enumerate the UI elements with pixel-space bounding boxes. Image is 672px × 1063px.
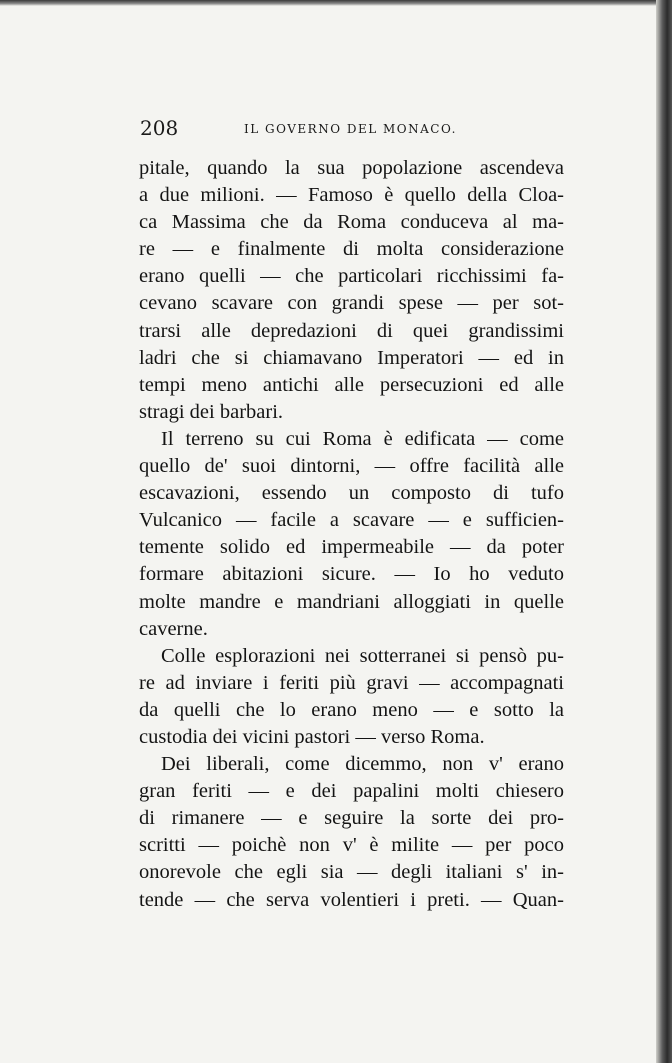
text-line: da quelli che lo erano meno — e sotto la	[139, 698, 564, 721]
text-line: a due milioni. — Famoso è quello della Cloa-	[139, 184, 564, 207]
page-number: 208	[140, 116, 179, 140]
running-title: IL GOVERNO DEL MONACO.	[244, 122, 457, 136]
text-line: escavazioni, essendo un composto di tufo	[139, 482, 564, 505]
text-line: re ad inviare i feriti più gravi — accompagnati	[139, 671, 564, 694]
text-line: ca Massima che da Roma conduceva al ma-	[139, 211, 564, 234]
page-top-edge	[0, 0, 672, 6]
text-line: Colle esplorazioni nei sotterranei si pensò pu-	[161, 644, 564, 667]
text-line: Il terreno su cui Roma è edificata — come	[161, 427, 564, 450]
text-line: re — e finalmente di molta considerazione	[139, 238, 564, 261]
text-line: trarsi alle depredazioni di quei grandissimi	[139, 319, 564, 342]
text-line: molte mandre e mandriani alloggiati in quelle	[139, 590, 564, 613]
text-line: onorevole che egli sia — degli italiani s' in-	[139, 861, 564, 884]
text-line: erano quelli — che particolari ricchissimi fa-	[139, 265, 564, 288]
text-line: Dei liberali, come dicemmo, non v' erano	[161, 753, 564, 776]
text-line: gran feriti — e dei papalini molti chiesero	[139, 780, 564, 803]
text-line: di rimanere — e seguire la sorte dei pro-	[139, 807, 564, 830]
page-binding-edge	[656, 0, 672, 1063]
text-line: custodia dei vicini pastori — verso Roma.	[139, 725, 485, 748]
text-line: pitale, quando la sua popolazione ascendeva	[139, 157, 564, 179]
text-line: cevano scavare con grandi spese — per sot-	[139, 292, 564, 315]
text-line: temente solido ed impermeabile — da poter	[139, 536, 564, 559]
text-line: tende — che serva volentieri i preti. — Quan-	[139, 888, 564, 911]
text-line: quello de' suoi dintorni, — offre facilità alle	[139, 455, 564, 478]
page-header	[140, 116, 570, 144]
text-line: caverne.	[139, 617, 208, 640]
text-line: Vulcanico — facile a scavare — e sufficien-	[139, 509, 564, 532]
text-line: tempi meno antichi alle persecuzioni ed alle	[139, 373, 564, 396]
text-line: formare abitazioni sicure. — Io ho veduto	[139, 563, 564, 586]
text-line: ladri che si chiamavano Imperatori — ed in	[139, 346, 564, 369]
body-text	[139, 155, 564, 914]
text-line: scritti — poichè non v' è milite — per poco	[139, 834, 564, 857]
text-line: stragi dei barbari.	[139, 400, 284, 423]
